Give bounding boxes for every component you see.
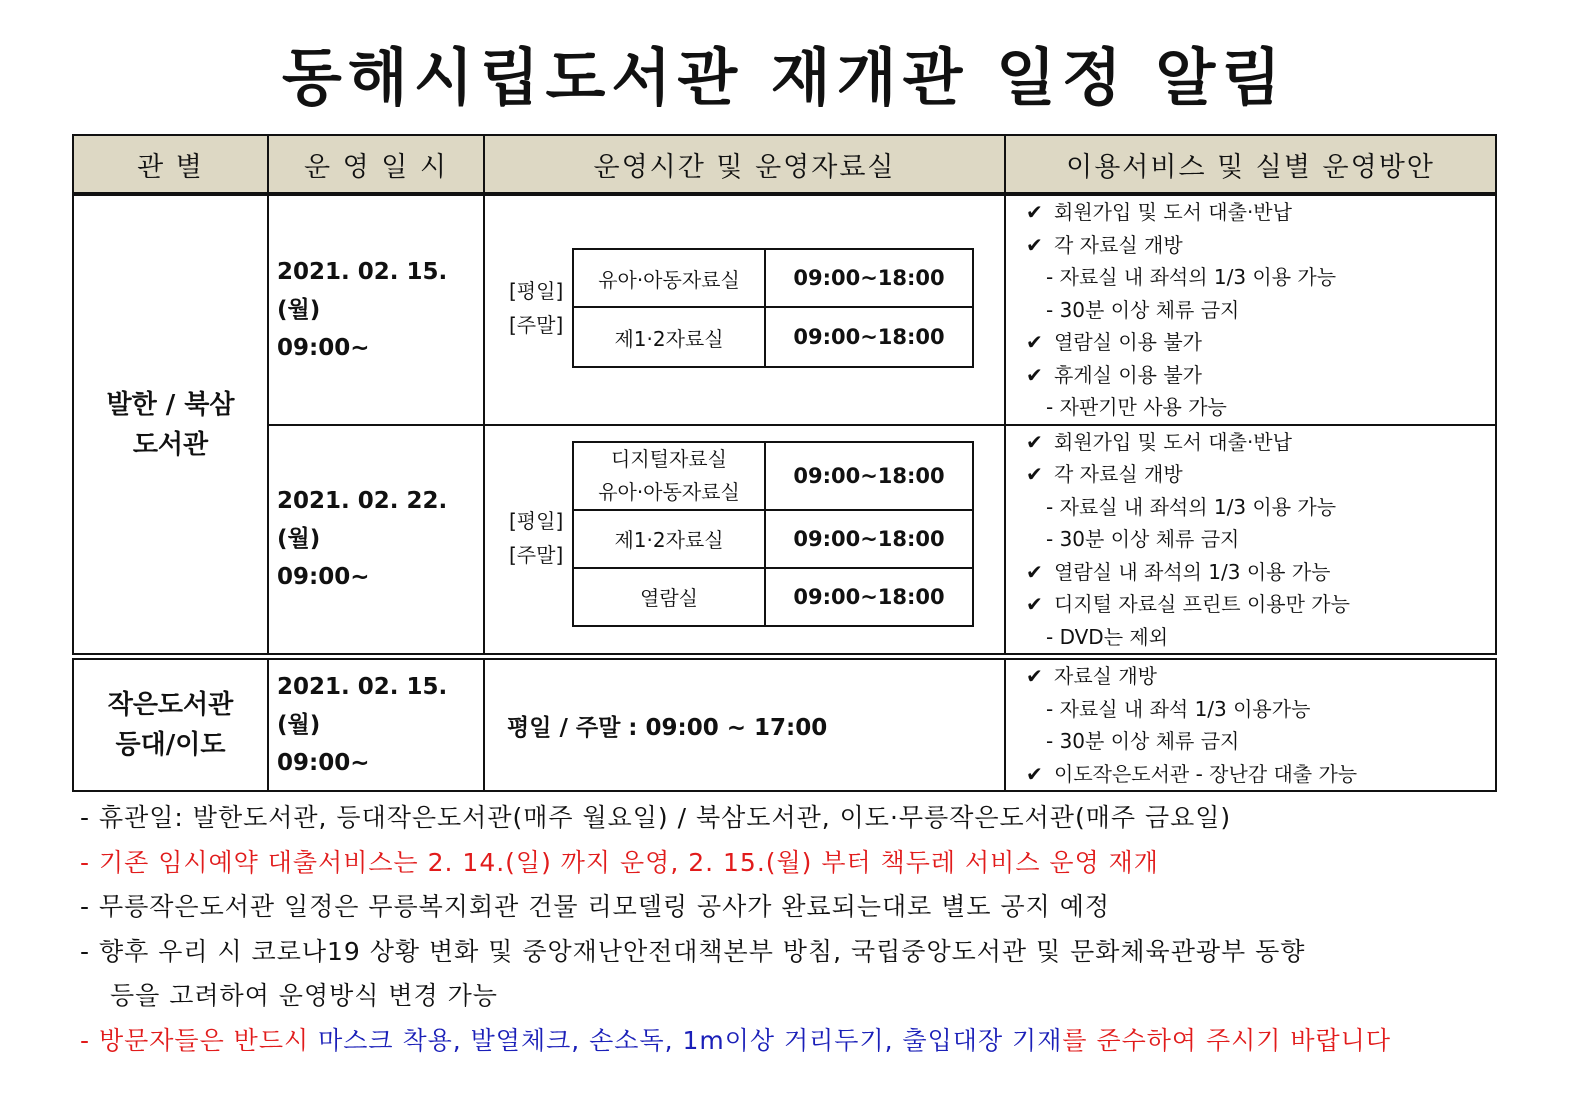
note-loan-service: - 기존 임시예약 대출서비스는 2. 14.(일) 까지 운영, 2. 15.(월) 부터 책두레 서비스 운영 재개 bbox=[80, 847, 1159, 877]
header-services: 이용서비스 및 실별 운영방안 bbox=[1005, 135, 1496, 194]
header-hours: 운영시간 및 운영자료실 bbox=[484, 135, 1005, 194]
service-subitem: - 30분 이상 체류 금지 bbox=[1046, 527, 1240, 551]
small-services bbox=[1005, 659, 1496, 791]
room-hours: 09:00~18:00 bbox=[765, 307, 973, 367]
service-subitem: - 자판기만 사용 가능 bbox=[1046, 395, 1227, 419]
small-hours: 평일 / 주말 : 09:00 ~ 17:00 bbox=[484, 659, 1005, 791]
small-library-table bbox=[72, 658, 1497, 792]
check-icon: ✔ bbox=[1026, 330, 1043, 354]
weekend-label: [주말] bbox=[509, 542, 564, 567]
service-subitem: - 자료실 내 좌석 1/3 이용가능 bbox=[1046, 696, 1311, 721]
phase1-room-table bbox=[572, 248, 974, 368]
weekday-label: [평일] bbox=[509, 279, 564, 303]
service-item: ✔ 회원가입 및 도서 대출·반납 bbox=[1026, 426, 1495, 459]
service-item: ✔ 열람실 내 좌석의 1/3 이용 가능 bbox=[1026, 556, 1495, 589]
check-icon: ✔ bbox=[1026, 559, 1043, 584]
room-hours: 09:00~18:00 bbox=[765, 568, 973, 626]
service-item: ✔ 디지털 자료실 프린트 이용만 가능 bbox=[1026, 588, 1495, 621]
service-subitem: - 자료실 내 좌석의 1/3 이용 가능 bbox=[1046, 494, 1337, 519]
service-subitem: - 자료실 내 좌석의 1/3 이용 가능 bbox=[1046, 265, 1337, 289]
room-name: 제1·2자료실 bbox=[573, 307, 765, 367]
check-icon: ✔ bbox=[1026, 362, 1043, 387]
check-icon: ✔ bbox=[1026, 232, 1043, 257]
phase1-hours bbox=[484, 194, 1005, 425]
note-closing-days: - 휴관일: 발한도서관, 등대작은도서관(매주 월요일) / 북삼도서관, 이도·무릉작은도서관(매주 금요일) bbox=[80, 803, 1232, 832]
service-subitem: - 30분 이상 체류 금지 bbox=[1046, 297, 1240, 322]
weekend-label: [주말] bbox=[509, 313, 564, 337]
header-date: 운 영 일 시 bbox=[268, 135, 484, 194]
library-name-small: 작은도서관 등대/이도 bbox=[73, 659, 268, 791]
room-name: 유아·아동자료실 bbox=[573, 249, 765, 307]
service-item: ✔ 열람실 이용 불가 bbox=[1026, 326, 1495, 359]
check-icon: ✔ bbox=[1026, 664, 1043, 688]
small-datetime: 2021. 02. 15.(월) 09:00~ bbox=[268, 659, 484, 791]
service-subitem: - DVD는 제외 bbox=[1046, 624, 1169, 649]
phase1-datetime: 2021. 02. 15.(월) 09:00~ bbox=[268, 194, 484, 425]
weekday-label: [평일] bbox=[509, 508, 564, 533]
notes bbox=[80, 796, 1540, 1063]
check-icon: ✔ bbox=[1026, 592, 1043, 616]
room-name: 열람실 bbox=[573, 568, 765, 626]
schedule-table bbox=[72, 134, 1497, 655]
note-visitor-rules: - 방문자들은 반드시 마스크 착용, 발열체크, 손소독, 1m이상 거리두기, 출입대장 기재를 준수하여 주시기 바랍니다 bbox=[80, 1025, 1391, 1055]
library-name-balhan-bugsam: 발한 / 북삼 도서관 bbox=[73, 194, 268, 654]
room-name: 제1·2자료실 bbox=[573, 510, 765, 568]
note-visitor-rules-highlight: 마스크 착용, 발열체크, 손소독, 1m이상 거리두기, 출입대장 기재 bbox=[318, 1025, 1063, 1055]
service-item: ✔ 각 자료실 개방 bbox=[1026, 229, 1495, 262]
phase2-services bbox=[1005, 425, 1496, 655]
service-item: ✔ 자료실 개방 bbox=[1026, 660, 1495, 693]
phase2-hours bbox=[484, 425, 1005, 655]
note-covid-line1: - 향후 우리 시 코로나19 상황 변화 및 중앙재난안전대책본부 방침, 국립중앙도서관 및 문화체육관광부 동향 bbox=[80, 936, 1306, 966]
check-icon: ✔ bbox=[1026, 761, 1043, 786]
room-name: 디지털자료실 유아·아동자료실 bbox=[573, 442, 765, 510]
check-icon: ✔ bbox=[1026, 462, 1043, 486]
check-icon: ✔ bbox=[1026, 429, 1043, 454]
header-library: 관 별 bbox=[73, 135, 268, 194]
check-icon: ✔ bbox=[1026, 200, 1043, 224]
service-item: ✔ 이도작은도서관 - 장난감 대출 가능 bbox=[1026, 758, 1495, 791]
room-hours: 09:00~18:00 bbox=[765, 510, 973, 568]
room-hours: 09:00~18:00 bbox=[765, 442, 973, 510]
phase2-room-table bbox=[572, 441, 974, 627]
note-mureung: - 무릉작은도서관 일정은 무릉복지회관 건물 리모델링 공사가 완료되는대로 별도 공지 예정 bbox=[80, 892, 1111, 921]
page-title: 동해시립도서관 재개관 일정 알림 bbox=[281, 41, 1288, 114]
note-covid-line2: 등을 고려하여 운영방식 변경 가능 bbox=[110, 981, 498, 1010]
service-subitem: - 30분 이상 체류 금지 bbox=[1046, 729, 1240, 753]
phase1-services bbox=[1005, 194, 1496, 425]
service-item: ✔ 휴게실 이용 불가 bbox=[1026, 359, 1495, 392]
service-item: ✔ 회원가입 및 도서 대출·반납 bbox=[1026, 196, 1495, 229]
room-hours: 09:00~18:00 bbox=[765, 249, 973, 307]
service-item: ✔ 각 자료실 개방 bbox=[1026, 458, 1495, 491]
phase2-datetime: 2021. 02. 22.(월) 09:00~ bbox=[268, 425, 484, 655]
